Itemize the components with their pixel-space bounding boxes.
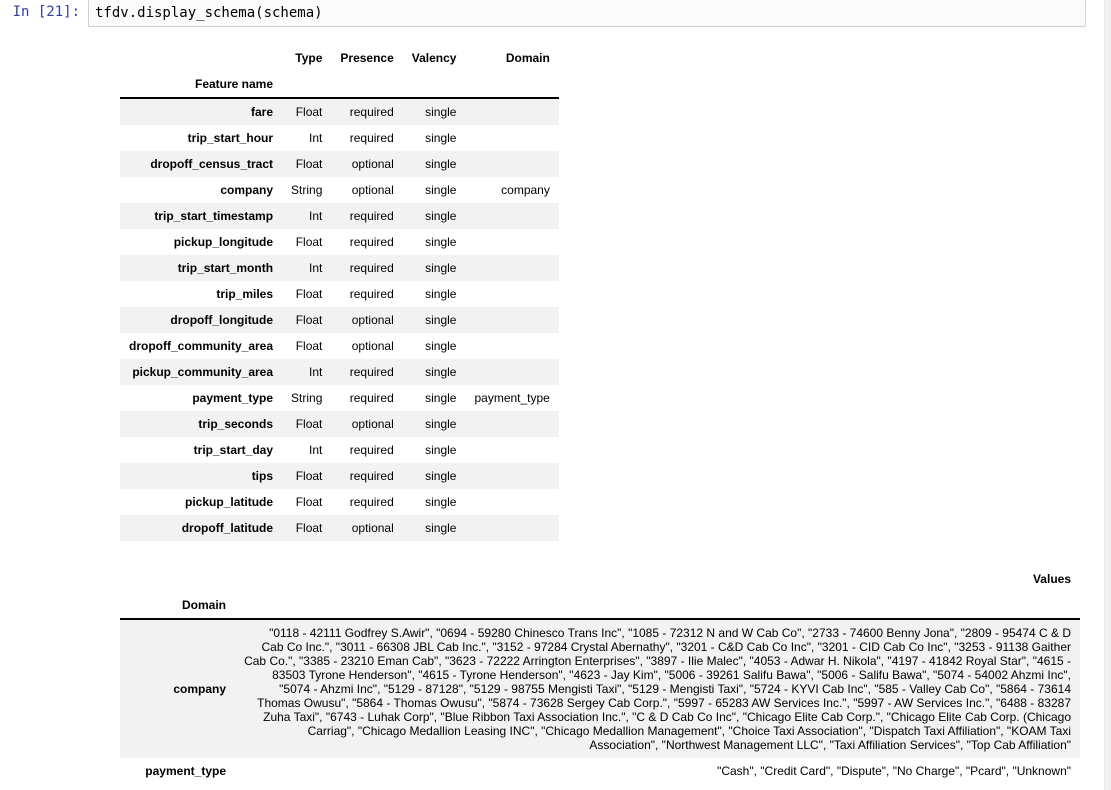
- domain-cell: payment_type: [474, 391, 550, 405]
- valency-cell: single: [425, 235, 457, 249]
- domain-table-row: [120, 758, 1080, 784]
- valency-cell: single: [425, 183, 457, 197]
- domain-cell: [465, 307, 558, 333]
- domain-cell: [465, 151, 558, 177]
- presence-cell: required: [349, 209, 394, 223]
- valency-cell: single: [425, 209, 457, 223]
- code-editor[interactable]: [88, 0, 1086, 27]
- col-header-presence: Presence: [340, 51, 394, 65]
- domain-cell: [465, 333, 558, 359]
- blank-header: [235, 592, 1080, 619]
- col-header-domain: Domain: [505, 51, 550, 65]
- schema-table-row: [120, 411, 559, 437]
- valency-cell: single: [425, 495, 457, 509]
- schema-table-row: [120, 151, 559, 177]
- code-text[interactable]: tfdv.display_schema(schema): [95, 5, 323, 21]
- domain-indexname-row: [120, 592, 1080, 619]
- code-cell: [0, 0, 1111, 27]
- domain-cell: [465, 203, 558, 229]
- blank-header: [120, 566, 235, 592]
- presence-cell: required: [349, 235, 394, 249]
- feature-name-cell: payment_type: [192, 391, 274, 405]
- domain-cell: [465, 463, 558, 489]
- col-header-values: Values: [1032, 572, 1071, 586]
- presence-cell: required: [349, 287, 394, 301]
- schema-table-row: [120, 255, 559, 281]
- valency-cell: single: [425, 131, 457, 145]
- presence-cell: optional: [351, 157, 394, 171]
- type-cell: Float: [295, 495, 323, 509]
- schema-table-row: [120, 307, 559, 333]
- domain-cell: [465, 255, 558, 281]
- presence-cell: required: [349, 105, 394, 119]
- feature-name-cell: tips: [251, 469, 274, 483]
- type-cell: Int: [309, 261, 323, 275]
- feature-name-cell: trip_miles: [216, 287, 274, 301]
- type-cell: Float: [295, 469, 323, 483]
- type-cell: Float: [295, 339, 323, 353]
- domain-cell: [465, 229, 558, 255]
- presence-cell: optional: [351, 313, 394, 327]
- feature-name-cell: dropoff_census_tract: [150, 157, 274, 171]
- domain-table-row: [120, 619, 1080, 758]
- feature-name-cell: trip_start_month: [177, 261, 274, 275]
- type-cell: String: [291, 183, 323, 197]
- schema-table-row: [120, 125, 559, 151]
- feature-name-cell: fare: [251, 105, 274, 119]
- type-cell: Float: [295, 235, 323, 249]
- valency-cell: single: [425, 313, 457, 327]
- type-cell: Int: [309, 131, 323, 145]
- schema-table-row: [120, 203, 559, 229]
- domain-name-cell: company: [173, 682, 226, 696]
- feature-name-cell: trip_seconds: [198, 417, 274, 431]
- type-cell: Int: [309, 365, 323, 379]
- schema-columns-row: [120, 45, 559, 71]
- feature-name-cell: dropoff_longitude: [170, 313, 274, 327]
- valency-cell: single: [425, 443, 457, 457]
- presence-cell: required: [349, 495, 394, 509]
- blank-header: [403, 71, 466, 98]
- presence-cell: required: [349, 391, 394, 405]
- domain-cell: [465, 125, 558, 151]
- type-cell: Int: [309, 443, 323, 457]
- valency-cell: single: [425, 391, 457, 405]
- feature-name-cell: pickup_community_area: [132, 365, 274, 379]
- domain-name-cell: payment_type: [145, 764, 226, 778]
- schema-table-row: [120, 515, 559, 541]
- feature-name-cell: dropoff_latitude: [181, 521, 274, 535]
- blank-header: [465, 71, 558, 98]
- type-cell: Float: [295, 105, 323, 119]
- feature-name-cell: pickup_latitude: [185, 495, 274, 509]
- presence-cell: required: [349, 261, 394, 275]
- type-cell: Float: [295, 417, 323, 431]
- schema-table-row: [120, 489, 559, 515]
- presence-cell: required: [349, 469, 394, 483]
- index-name-domain: Domain: [181, 598, 226, 612]
- domain-values-cell: "0118 - 42111 Godfrey S.Awir", "0694 - 59280 Chinesco Trans Inc", "1085 - 72312 N and W Cab Co", "2733 - 74600 Benny Jona", "2809 - 95474 C & D Cab Co Inc.", "3011 - 66308 JBL Cab Inc.", "3152 - 97284 Crystal Abernathy", "3201 - C&D Cab Co Inc", "3201 - CID Cab Co Inc", "3253 - 91138 Gaither Cab Co.", "3385 - 23210 Eman Cab", "3623 - 72222 Arrington Enterprises", "3897 - Ilie Malec", "4053 - Adwar H. Nikola", "4197 - 41842 Royal Star", "4615 - 83503 Tyrone Henderson", "4615 - Tyrone Henderson", "4623 - Jay Kim", "5006 - 39261 Salifu Bawa", "5006 - Salifu Bawa", "5074 - 54002 Ahzmi Inc", "5074 - Ahzmi Inc", "5129 - 87128", "5129 - 98755 Mengisti Taxi", "5129 - Mengisti Taxi", "5724 - KYVI Cab Inc", "585 - Valley Cab Co", "5864 - 73614 Thomas Owusu", "5864 - Thomas Owusu", "5874 - 73628 Sergey Cab Corp.", "5997 - 65283 AW Services Inc.", "5997 - AW Services Inc.", "6488 - 83287 Zuha Taxi", "6743 - Luhak Corp", "Blue Ribbon Taxi Association Inc.", "C & D Cab Co Inc", "Chicago Elite Cab Corp.", "Chicago Elite Cab Corp. (Chicago Carriag", "Chicago Medallion Leasing INC", "Chicago Medallion Management", "Choice Taxi Association", "Dispatch Taxi Affiliation", "KOAM Taxi Association", "Northwest Management LLC", "Taxi Affiliation Services", "Top Cab Affiliation": [244, 626, 1071, 752]
- presence-cell: required: [349, 131, 394, 145]
- blank-header: [331, 71, 402, 98]
- feature-name-cell: pickup_longitude: [173, 235, 274, 249]
- schema-indexname-row: [120, 71, 559, 98]
- presence-cell: required: [349, 365, 394, 379]
- vertical-scrollbar[interactable]: [1104, 0, 1111, 790]
- type-cell: Float: [295, 157, 323, 171]
- col-header-valency: Valency: [411, 51, 457, 65]
- feature-name-cell: dropoff_community_area: [129, 339, 274, 353]
- schema-table-row: [120, 333, 559, 359]
- schema-table-row: [120, 463, 559, 489]
- index-name-feature: Feature name: [195, 77, 274, 91]
- type-cell: Float: [295, 521, 323, 535]
- schema-table-row: [120, 177, 559, 203]
- feature-name-cell: trip_start_day: [193, 443, 274, 457]
- presence-cell: optional: [351, 521, 394, 535]
- schema-table-row: [120, 281, 559, 307]
- valency-cell: single: [425, 365, 457, 379]
- domain-cell: [465, 411, 558, 437]
- domain-cell: [465, 359, 558, 385]
- valency-cell: single: [425, 469, 457, 483]
- presence-cell: optional: [351, 417, 394, 431]
- presence-cell: required: [349, 443, 394, 457]
- presence-cell: optional: [351, 339, 394, 353]
- domain-cell: [465, 98, 558, 125]
- domain-columns-row: [120, 566, 1080, 592]
- schema-table: [120, 45, 559, 541]
- valency-cell: single: [425, 157, 457, 171]
- input-prompt: In [21]:: [12, 4, 80, 20]
- valency-cell: single: [425, 261, 457, 275]
- type-cell: Float: [295, 287, 323, 301]
- domain-cell: [465, 489, 558, 515]
- output-area: [120, 45, 1080, 784]
- valency-cell: single: [425, 105, 457, 119]
- type-cell: Int: [309, 209, 323, 223]
- blank-header: [282, 71, 331, 98]
- valency-cell: single: [425, 521, 457, 535]
- feature-name-cell: company: [220, 183, 274, 197]
- blank-header: [120, 45, 282, 71]
- valency-cell: single: [425, 417, 457, 431]
- col-header-type: Type: [295, 51, 323, 65]
- type-cell: Float: [295, 313, 323, 327]
- presence-cell: optional: [351, 183, 394, 197]
- domain-values-cell: "Cash", "Credit Card", "Dispute", "No Charge", "Pcard", "Unknown": [717, 764, 1071, 778]
- feature-name-cell: trip_start_timestamp: [154, 209, 274, 223]
- domain-cell: [465, 437, 558, 463]
- domain-values-table: [120, 566, 1080, 784]
- schema-table-row: [120, 98, 559, 125]
- valency-cell: single: [425, 287, 457, 301]
- domain-cell: [465, 515, 558, 541]
- type-cell: String: [291, 391, 323, 405]
- domain-cell: [465, 281, 558, 307]
- feature-name-cell: trip_start_hour: [187, 131, 274, 145]
- schema-table-row: [120, 229, 559, 255]
- valency-cell: single: [425, 339, 457, 353]
- schema-table-row: [120, 437, 559, 463]
- domain-cell: company: [501, 183, 550, 197]
- schema-table-row: [120, 359, 559, 385]
- schema-table-row: [120, 385, 559, 411]
